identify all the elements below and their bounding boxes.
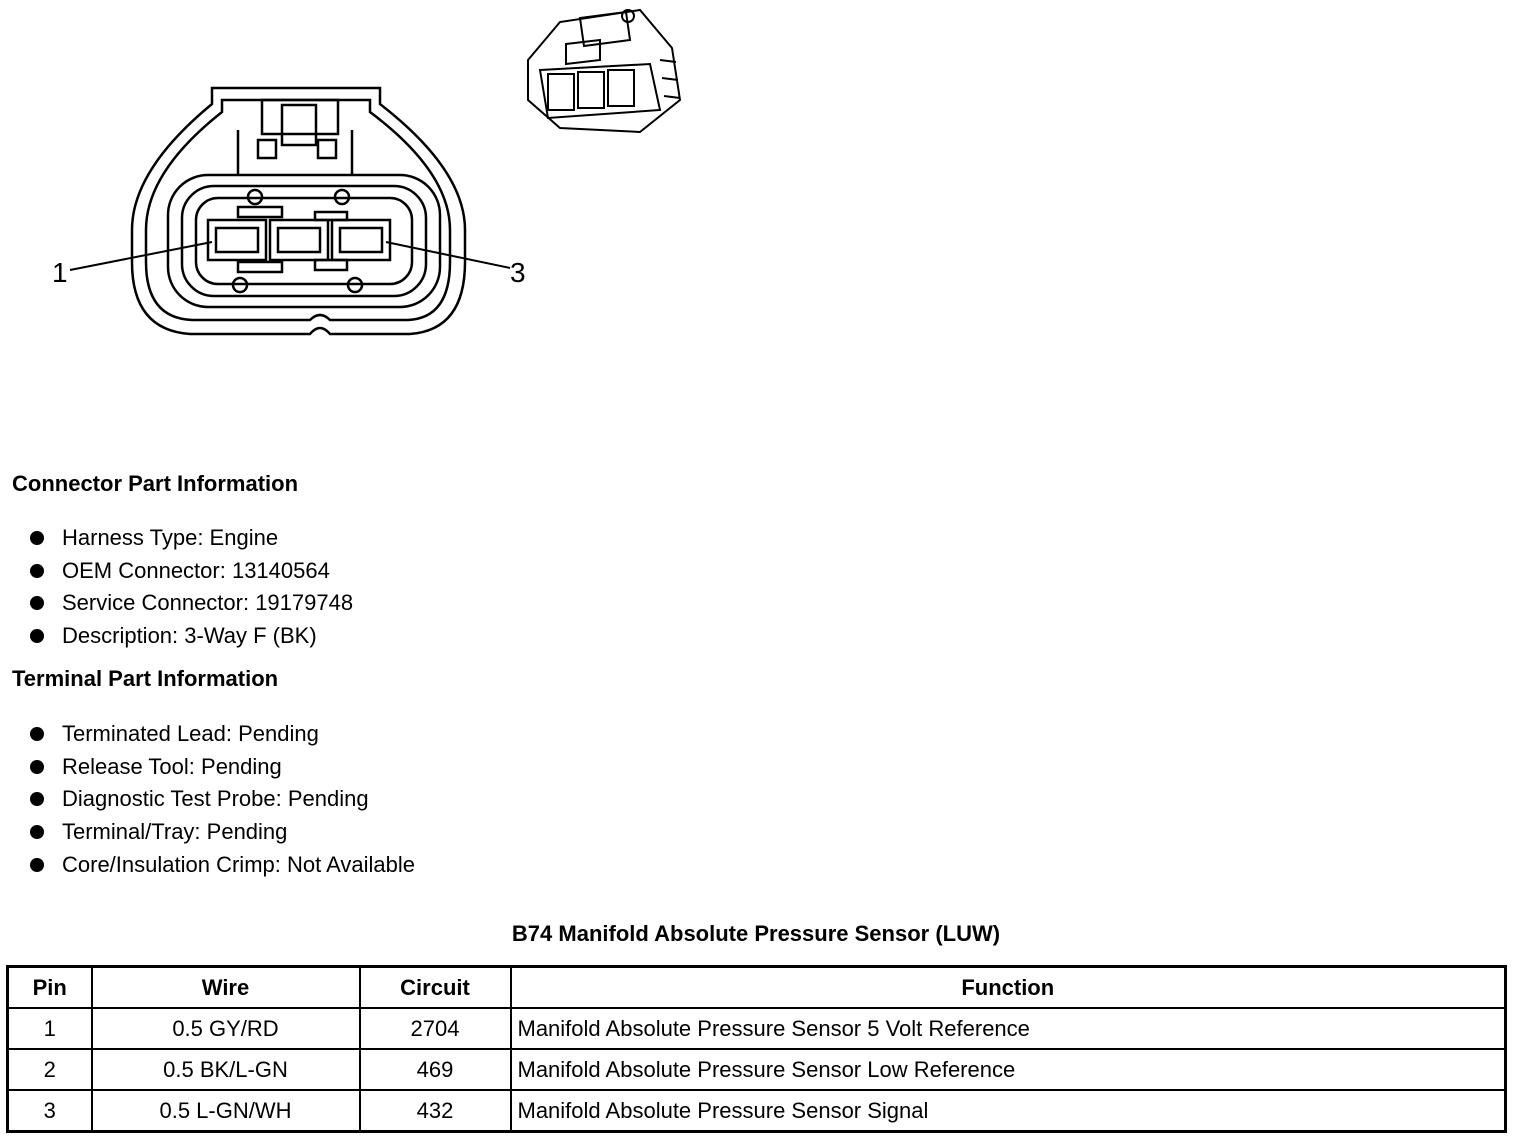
cell-wire: 0.5 GY/RD xyxy=(92,1008,360,1049)
list-item-text: OEM Connector: 13140564 xyxy=(62,557,330,583)
key-slot xyxy=(238,207,282,217)
list-item xyxy=(30,587,353,620)
table-header-row xyxy=(8,967,1506,1009)
pin-label-1: 1 xyxy=(52,257,68,288)
leader-line-pin-3 xyxy=(386,242,510,268)
bullet-icon xyxy=(30,596,44,610)
terminal-part-info-list xyxy=(30,718,415,881)
latch-right-tab xyxy=(318,140,336,158)
bullet-icon xyxy=(30,531,44,545)
cell-function: Manifold Absolute Pressure Sensor Low Reference xyxy=(511,1049,1506,1090)
connector-3d-view xyxy=(528,10,680,132)
list-item xyxy=(30,718,415,751)
terminal-cavity-3-inner xyxy=(340,228,382,252)
terminal-cavity-1-inner xyxy=(216,228,258,252)
cell-wire: 0.5 BK/L-GN xyxy=(92,1049,360,1090)
list-item xyxy=(30,522,353,555)
list-item-text: Description: 3-Way F (BK) xyxy=(62,623,317,649)
bullet-icon xyxy=(30,792,44,806)
list-item xyxy=(30,816,415,849)
column-header-circuit: Circuit xyxy=(360,967,511,1009)
cell-pin: 3 xyxy=(8,1090,92,1132)
connector-diagram xyxy=(0,0,720,440)
list-item-text: Diagnostic Test Probe: Pending xyxy=(62,786,369,812)
bullet-icon xyxy=(30,858,44,872)
column-header-function: Function xyxy=(511,967,1506,1009)
list-item-text: Harness Type: Engine xyxy=(62,525,279,550)
list-item xyxy=(30,849,415,882)
connector-part-info-heading: Connector Part Information xyxy=(12,471,299,496)
latch-left-tab xyxy=(258,140,276,158)
table-row xyxy=(8,1090,1506,1132)
cell-pin: 1 xyxy=(8,1008,92,1049)
pin-table-title: B74 Manifold Absolute Pressure Sensor (LUW) xyxy=(511,921,1001,946)
list-item-text: Terminal/Tray: Pending xyxy=(62,819,288,845)
list-item-text: Release Tool: Pending xyxy=(62,753,282,779)
list-item xyxy=(30,555,353,588)
column-header-pin: Pin xyxy=(8,967,92,1009)
cell-circuit: 469 xyxy=(360,1049,511,1090)
cell-function: Manifold Absolute Pressure Sensor 5 Volt Reference xyxy=(511,1008,1506,1049)
cell-circuit: 2704 xyxy=(360,1008,511,1049)
connector-part-info-list xyxy=(30,522,353,653)
pin-label-3: 3 xyxy=(510,257,526,288)
list-item xyxy=(30,751,415,784)
terminal-cavity-2-inner xyxy=(278,228,320,252)
cell-function: Manifold Absolute Pressure Sensor Signal xyxy=(511,1090,1506,1132)
key-slot xyxy=(238,262,282,272)
latch-body xyxy=(282,105,316,145)
list-item xyxy=(30,620,353,653)
bullet-icon xyxy=(30,629,44,643)
leader-line-pin-1 xyxy=(70,242,212,270)
list-item xyxy=(30,783,415,816)
list-item-text: Core/Insulation Crimp: Not Available xyxy=(62,851,415,877)
cavity-frame-core xyxy=(196,198,412,284)
pin-table xyxy=(6,965,1507,1133)
table-row xyxy=(8,1049,1506,1090)
bullet-icon xyxy=(30,727,44,741)
bullet-icon xyxy=(30,825,44,839)
bullet-icon xyxy=(30,564,44,578)
list-item-text: Service Connector: 19179748 xyxy=(62,590,354,616)
cell-circuit: 432 xyxy=(360,1090,511,1132)
key-slot xyxy=(315,260,347,270)
list-item-text: Terminated Lead: Pending xyxy=(62,721,319,746)
terminal-part-info-heading: Terminal Part Information xyxy=(12,666,279,691)
cell-pin: 2 xyxy=(8,1049,92,1090)
cell-wire: 0.5 L-GN/WH xyxy=(92,1090,360,1132)
bullet-icon xyxy=(30,760,44,774)
column-header-wire: Wire xyxy=(92,967,360,1009)
table-row xyxy=(8,1008,1506,1049)
